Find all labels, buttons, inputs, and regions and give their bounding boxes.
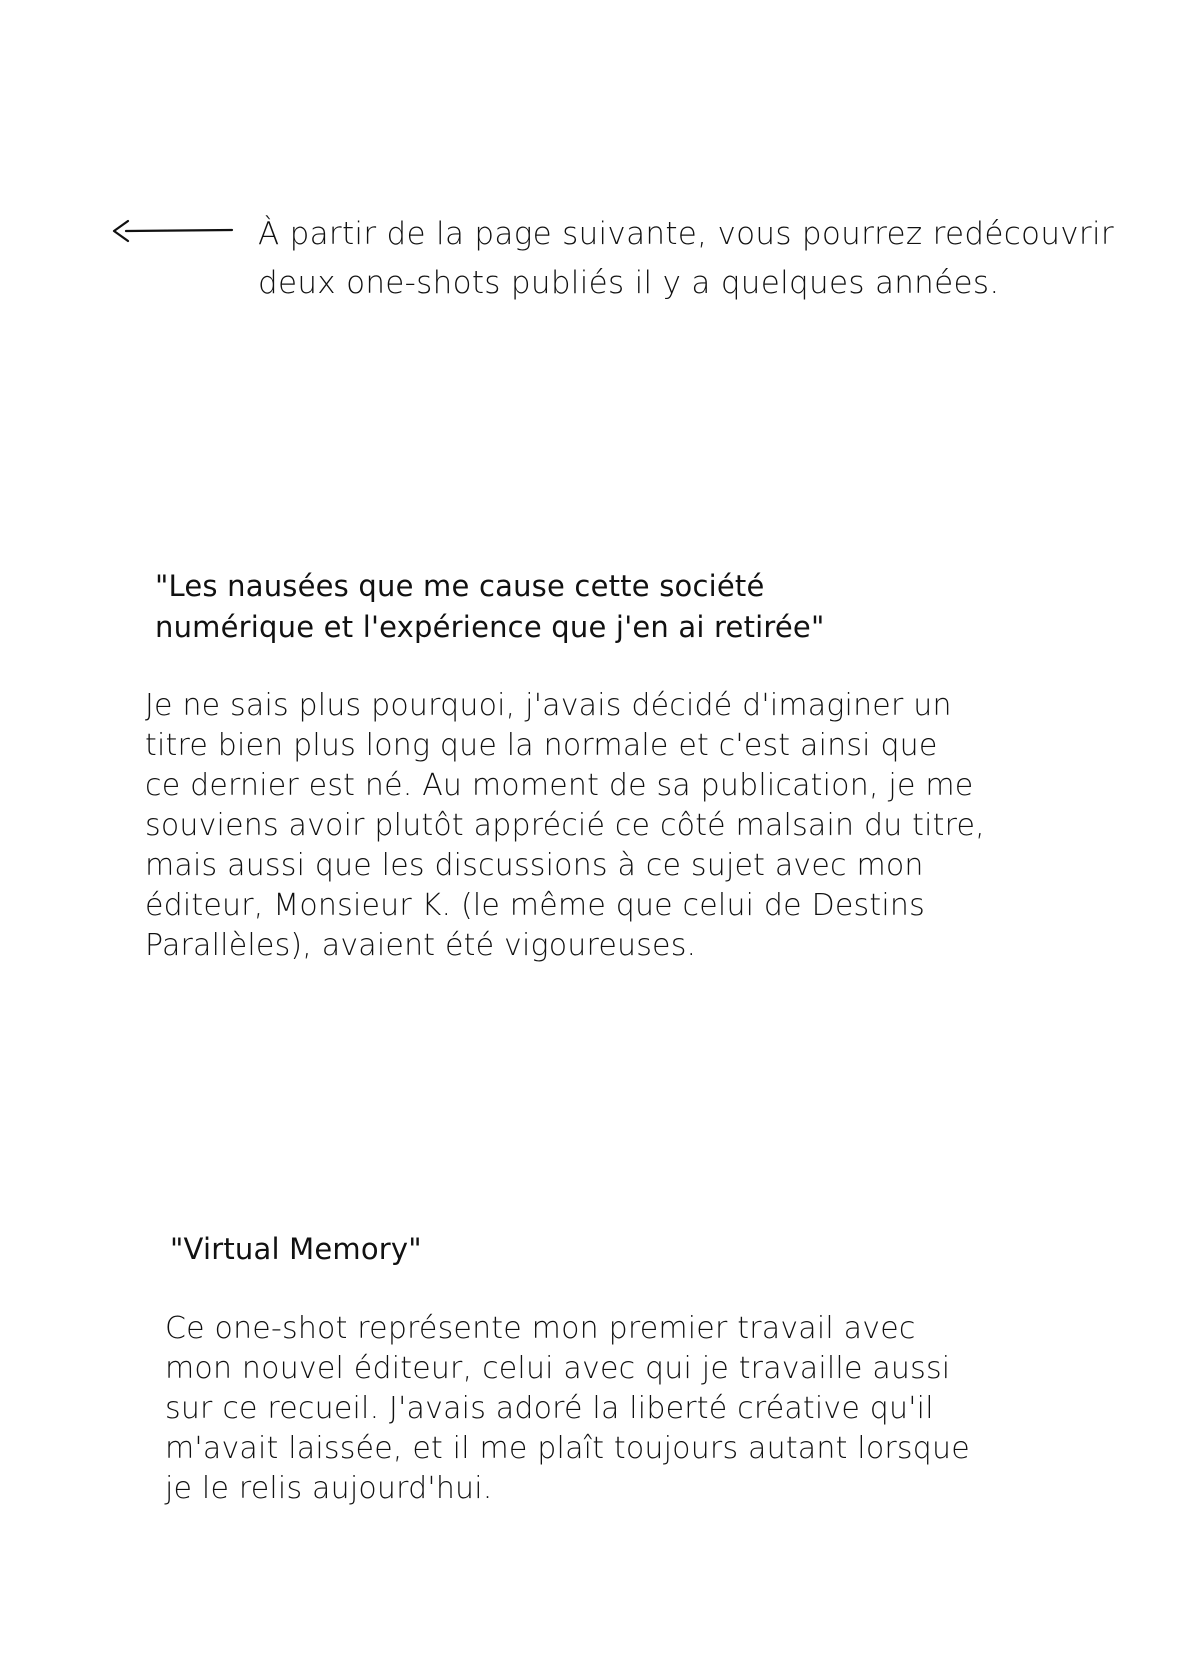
intro-line: À partir de la page suivante, vous pourrez redécouvrir <box>258 216 1114 252</box>
body-line: Je ne sais plus pourquoi, j'avais décidé d'imaginer un <box>145 688 952 723</box>
body-line: je le relis aujourd'hui. <box>165 1471 493 1506</box>
intro-text <box>258 210 1138 308</box>
body-line: ce dernier est né. Au moment de sa publication, je me <box>145 768 974 803</box>
section-body-2 <box>165 1309 970 1509</box>
body-line: sur ce recueil. J'avais adoré la liberté créative qu'il <box>165 1391 934 1426</box>
body-line: titre bien plus long que la normale et c'est ainsi que <box>145 728 938 763</box>
section-title-2 <box>170 1229 422 1270</box>
title-line: "Virtual Memory" <box>170 1232 422 1266</box>
body-line: mon nouvel éditeur, celui avec qui je travaille aussi <box>165 1351 951 1386</box>
body-line: souviens avoir plutôt apprécié ce côté malsain du titre, <box>145 808 985 843</box>
body-line: Ce one-shot représente mon premier travail avec <box>165 1311 916 1346</box>
body-line: m'avait laissée, et il me plaît toujours autant lorsque <box>165 1431 970 1466</box>
body-line: éditeur, Monsieur K. (le même que celui de Destins <box>145 888 925 923</box>
section-body-1 <box>145 686 985 966</box>
title-line: "Les nausées que me cause cette société <box>155 569 765 603</box>
body-line: Parallèles), avaient été vigoureuses. <box>145 928 697 963</box>
body-line: mais aussi que les discussions à ce sujet avec mon <box>145 848 924 883</box>
left-arrow-icon <box>112 218 234 244</box>
section-title-1 <box>155 566 825 648</box>
title-line: numérique et l'expérience que j'en ai retirée" <box>155 610 825 644</box>
intro-line: deux one-shots publiés il y a quelques années. <box>258 265 1000 301</box>
